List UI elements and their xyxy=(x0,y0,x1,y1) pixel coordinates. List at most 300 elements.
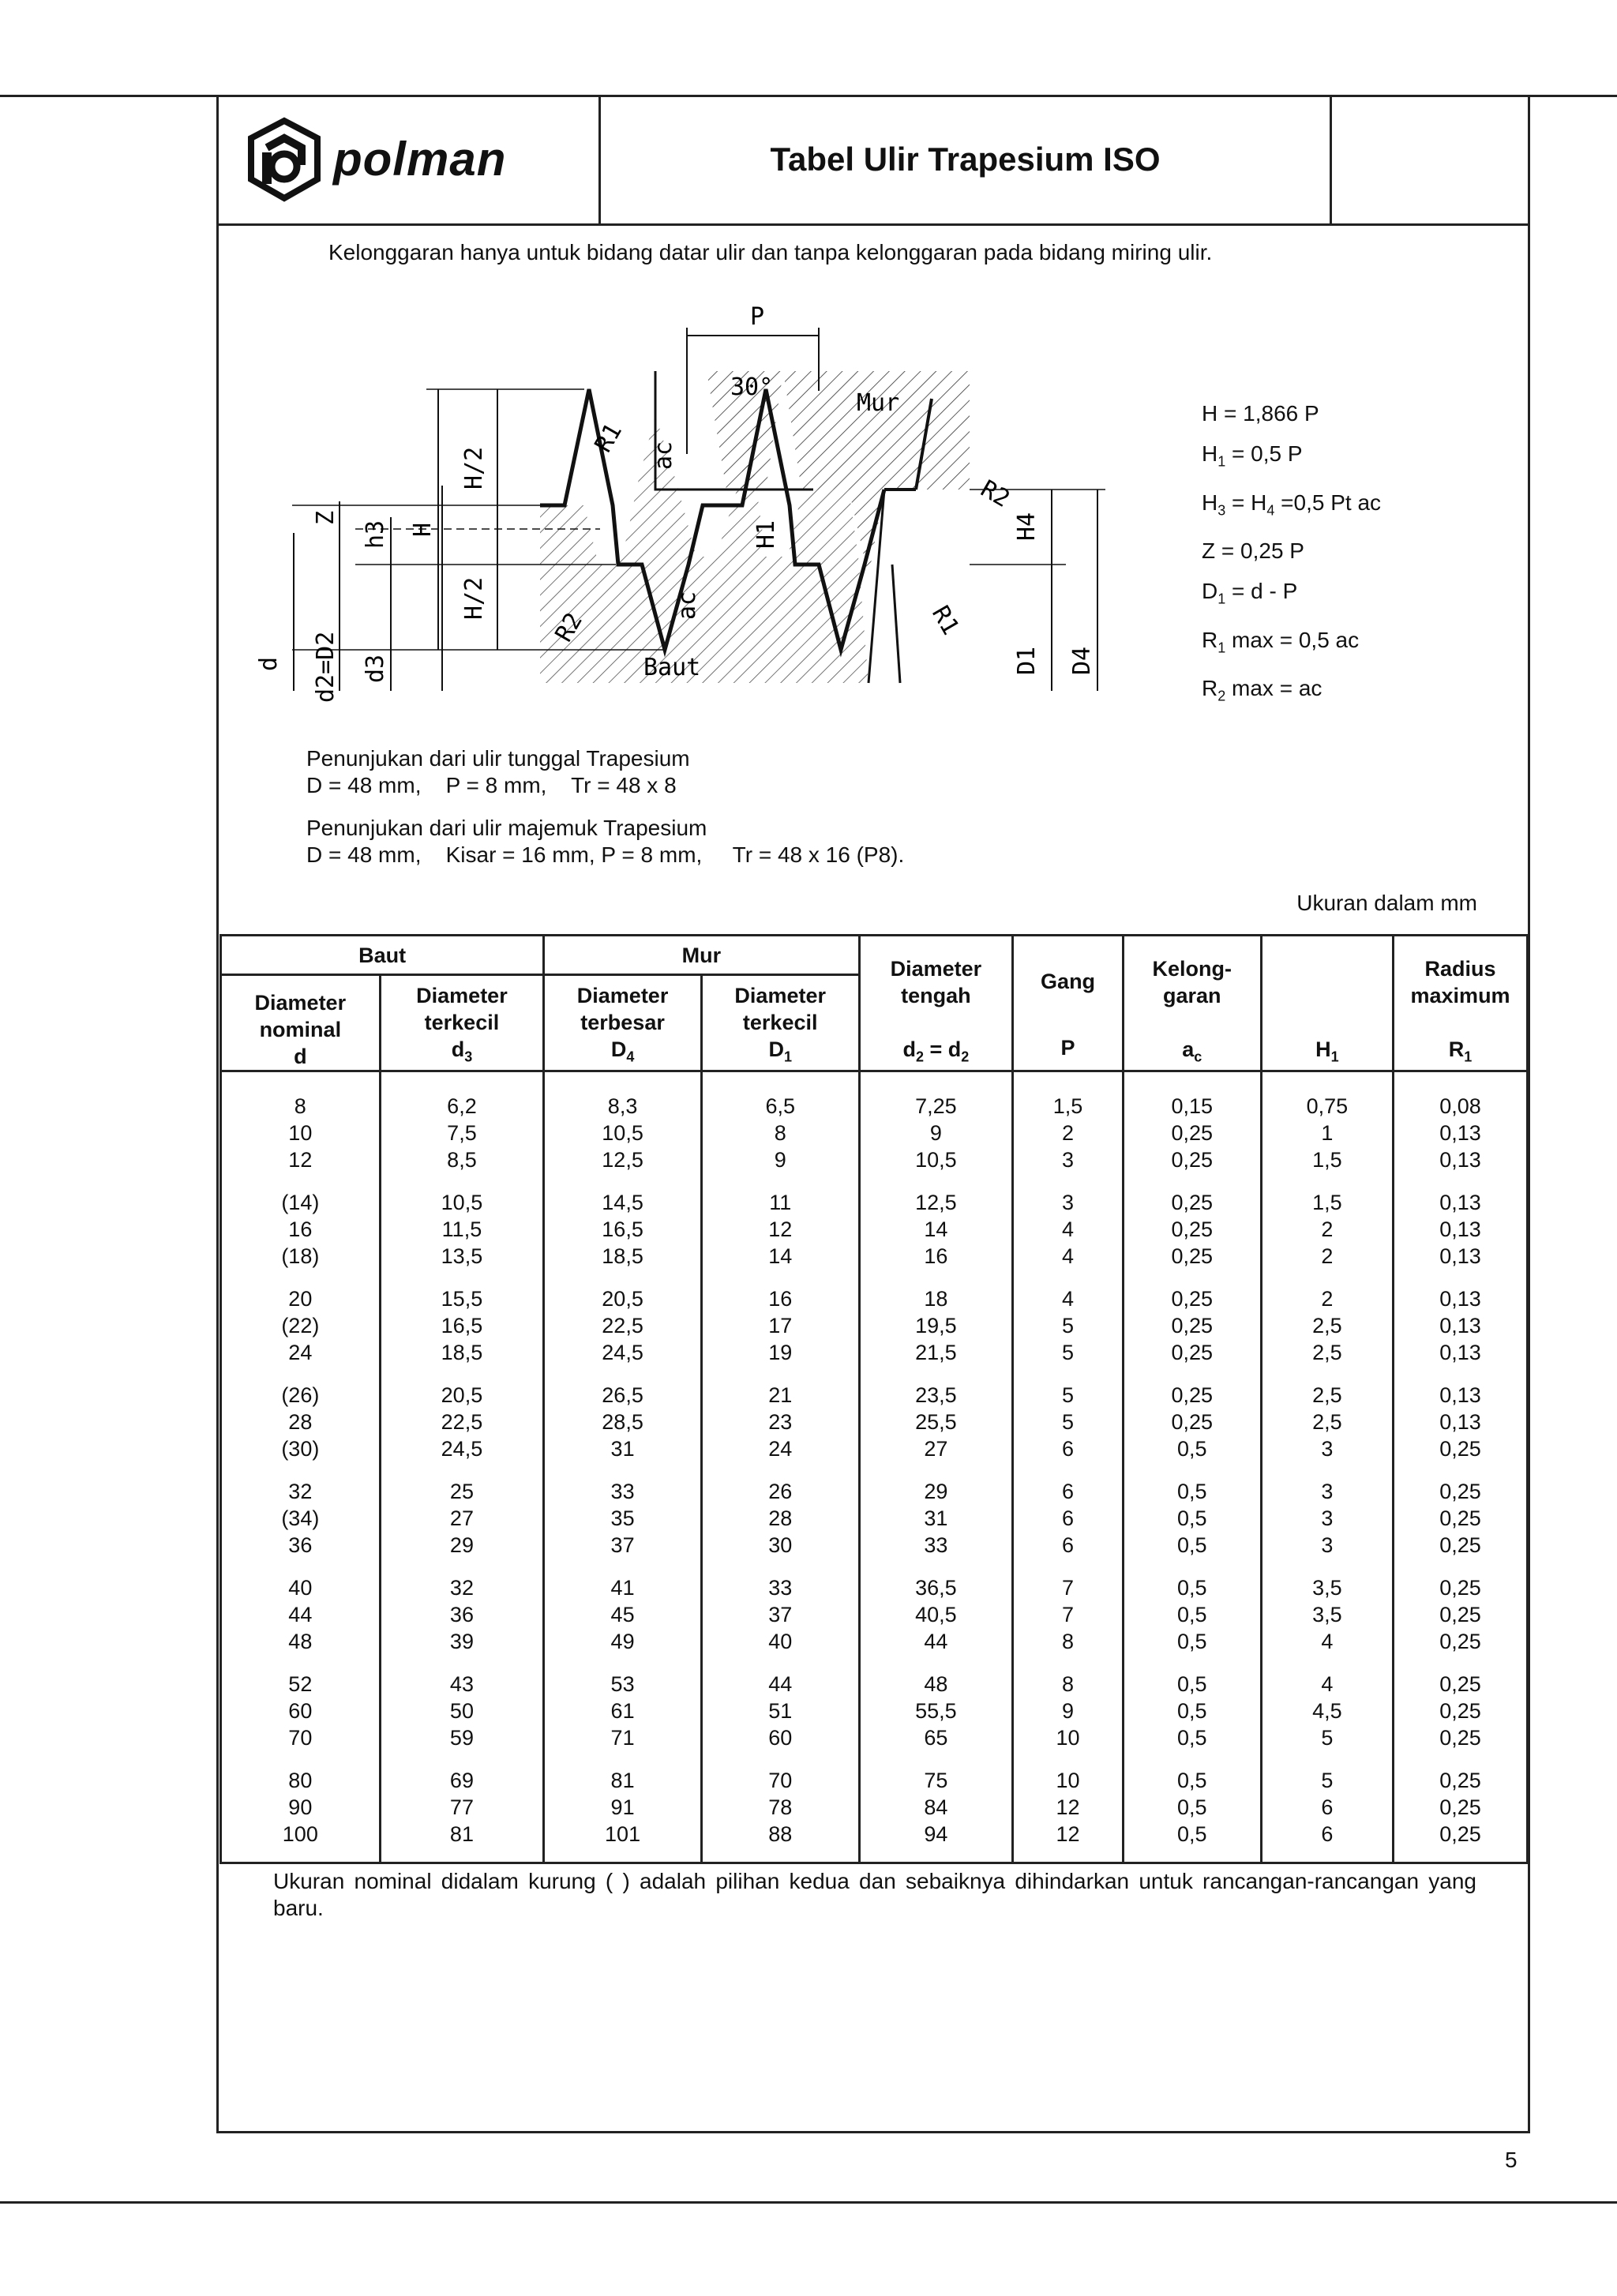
table-cell: 16,5 xyxy=(544,1216,702,1243)
table-cell: 22,5 xyxy=(380,1409,544,1435)
table-cell: 12 xyxy=(1013,1794,1124,1821)
table-cell: 9 xyxy=(1013,1698,1124,1724)
table-cell: 31 xyxy=(859,1505,1013,1532)
formula-H3: $H_3 = H_4 =0,5$ Pt ac xyxy=(1202,490,1382,519)
table-cell: 0,25 xyxy=(1123,1243,1261,1270)
table-cell: 1 xyxy=(1261,1120,1394,1146)
table-cell: 0,25 xyxy=(1394,1794,1528,1821)
table-row xyxy=(221,1698,1528,1724)
table-row xyxy=(221,1071,1528,1120)
table-row xyxy=(221,1724,1528,1751)
table-cell: 25 xyxy=(380,1462,544,1505)
table-cell: 12,5 xyxy=(544,1146,702,1173)
table-cell: 0,5 xyxy=(1123,1559,1261,1601)
table-cell: 0,5 xyxy=(1123,1505,1261,1532)
label-R1b: R1 xyxy=(926,601,965,640)
table-cell: 6 xyxy=(1261,1794,1394,1821)
table-cell: (34) xyxy=(221,1505,381,1532)
table-cell: 3 xyxy=(1261,1505,1394,1532)
label-R2b: R2 xyxy=(976,475,1015,513)
label-H1: H1 xyxy=(752,520,780,549)
table-cell: 2,5 xyxy=(1261,1339,1394,1366)
table-cell: 0,5 xyxy=(1123,1751,1261,1794)
group-mur: Mur xyxy=(544,936,859,975)
table-cell: 10,5 xyxy=(380,1173,544,1216)
formula-D1: $D_1 = d - P$ xyxy=(1202,579,1298,607)
table-cell: 4 xyxy=(1013,1270,1124,1312)
table-cell: 10 xyxy=(1013,1724,1124,1751)
table-row xyxy=(221,1409,1528,1435)
formula-R1: $R_1$ max = 0,5 ac xyxy=(1202,627,1360,656)
table-cell: 8,3 xyxy=(544,1071,702,1120)
table-cell: 0,5 xyxy=(1123,1532,1261,1559)
table-cell: 18 xyxy=(859,1270,1013,1312)
table-cell: 0,25 xyxy=(1123,1120,1261,1146)
table-cell: 23,5 xyxy=(859,1366,1013,1409)
table-cell: 48 xyxy=(221,1628,381,1655)
table-cell: 6,5 xyxy=(701,1071,859,1120)
label-ac1: ac xyxy=(650,441,677,470)
page-title: Tabel Ulir Trapesium ISO xyxy=(770,140,1161,178)
table-cell: 24 xyxy=(701,1435,859,1462)
table-cell: 36 xyxy=(380,1601,544,1628)
table-cell: 21,5 xyxy=(859,1339,1013,1366)
table-cell: 16,5 xyxy=(380,1312,544,1339)
table-row xyxy=(221,1794,1528,1821)
table-cell: 21 xyxy=(701,1366,859,1409)
table-cell: 2 xyxy=(1261,1216,1394,1243)
table-cell: (22) xyxy=(221,1312,381,1339)
table-cell: 3 xyxy=(1013,1173,1124,1216)
table-cell: 11 xyxy=(701,1173,859,1216)
table-cell: 9 xyxy=(701,1146,859,1173)
table-row xyxy=(221,1821,1528,1863)
table-cell: (30) xyxy=(221,1435,381,1462)
multi-value: D = 48 mm, Kisar = 16 mm, P = 8 mm, Tr = 48 x 16 (P8). xyxy=(306,842,905,867)
table-cell: 24,5 xyxy=(544,1339,702,1366)
label-R1a: R1 xyxy=(589,418,628,457)
table-cell: 5 xyxy=(1013,1366,1124,1409)
table-cell: 10,5 xyxy=(859,1146,1013,1173)
table-cell: 2 xyxy=(1261,1243,1394,1270)
table-cell: 48 xyxy=(859,1655,1013,1698)
table-cell: 0,25 xyxy=(1394,1505,1528,1532)
table-cell: 14 xyxy=(859,1216,1013,1243)
group-baut: Baut xyxy=(221,936,544,975)
table-cell: 29 xyxy=(380,1532,544,1559)
table-cell: 90 xyxy=(221,1794,381,1821)
table-cell: 3,5 xyxy=(1261,1601,1394,1628)
table-cell: 24,5 xyxy=(380,1435,544,1462)
table-cell: 26,5 xyxy=(544,1366,702,1409)
table-row xyxy=(221,1505,1528,1532)
table-cell: 3,5 xyxy=(1261,1559,1394,1601)
table-cell: 8 xyxy=(1013,1628,1124,1655)
table-cell: 2 xyxy=(1013,1120,1124,1146)
table-cell: 53 xyxy=(544,1655,702,1698)
table-cell: 0,25 xyxy=(1123,1173,1261,1216)
table-cell: 52 xyxy=(221,1655,381,1698)
label-z: Z xyxy=(312,510,340,525)
table-cell: 8 xyxy=(701,1120,859,1146)
table-body xyxy=(221,1071,1528,1863)
table-row xyxy=(221,1120,1528,1146)
label-d: d xyxy=(255,656,283,671)
table-row xyxy=(221,1146,1528,1173)
table-cell: 27 xyxy=(380,1505,544,1532)
table-cell: 0,25 xyxy=(1123,1339,1261,1366)
table-cell: 5 xyxy=(1013,1339,1124,1366)
table-cell: 59 xyxy=(380,1724,544,1751)
table-cell: 28,5 xyxy=(544,1409,702,1435)
table-cell: 7 xyxy=(1013,1601,1124,1628)
table-cell: 19 xyxy=(701,1339,859,1366)
table-cell: 55,5 xyxy=(859,1698,1013,1724)
units-note: Ukuran dalam mm xyxy=(1296,891,1477,915)
table-cell: 51 xyxy=(701,1698,859,1724)
table-cell: 14 xyxy=(701,1243,859,1270)
col-head-0: Diameter nominal d xyxy=(221,975,381,1071)
table-cell: 30 xyxy=(701,1532,859,1559)
formula-Z: Z = 0,25 P xyxy=(1202,538,1304,564)
logo-text: polman xyxy=(333,133,507,186)
thread-profile-diagram xyxy=(245,296,1121,707)
table-cell: 0,5 xyxy=(1123,1821,1261,1863)
table-cell: 0,13 xyxy=(1394,1366,1528,1409)
formula-H: H = 1,866 P xyxy=(1202,401,1319,426)
table-cell: 37 xyxy=(701,1601,859,1628)
table-cell: 12 xyxy=(221,1146,381,1173)
table-cell: 71 xyxy=(544,1724,702,1751)
table-cell: 32 xyxy=(221,1462,381,1505)
col-head-6: Kelong- garan $a_c$ xyxy=(1123,936,1261,1071)
table-cell: 6 xyxy=(1013,1505,1124,1532)
table-cell: 0,13 xyxy=(1394,1146,1528,1173)
table-cell: 4 xyxy=(1013,1216,1124,1243)
table-cell: 5 xyxy=(1261,1751,1394,1794)
table-cell: 0,13 xyxy=(1394,1173,1528,1216)
table-cell: 50 xyxy=(380,1698,544,1724)
table-cell: 40 xyxy=(701,1628,859,1655)
table-cell: 77 xyxy=(380,1794,544,1821)
col-head-5: Gang P xyxy=(1013,936,1124,1071)
title-cell xyxy=(601,95,1332,223)
table-row xyxy=(221,1601,1528,1628)
table-cell: 0,5 xyxy=(1123,1724,1261,1751)
table-cell: 0,25 xyxy=(1123,1409,1261,1435)
table-cell: 7,5 xyxy=(380,1120,544,1146)
table-cell: 0,13 xyxy=(1394,1339,1528,1366)
table-cell: 8 xyxy=(221,1071,381,1120)
table-cell: 0,25 xyxy=(1394,1435,1528,1462)
table-cell: 10 xyxy=(1013,1751,1124,1794)
table-row xyxy=(221,1216,1528,1243)
table-cell: 33 xyxy=(701,1559,859,1601)
table-cell: 9 xyxy=(859,1120,1013,1146)
table-cell: 5 xyxy=(1013,1409,1124,1435)
table-cell: 0,5 xyxy=(1123,1794,1261,1821)
formula-list xyxy=(1202,393,1381,717)
thread-table xyxy=(219,934,1529,1864)
table-cell: 35 xyxy=(544,1505,702,1532)
table-cell: 0,25 xyxy=(1394,1601,1528,1628)
table-cell: 33 xyxy=(859,1532,1013,1559)
table-cell: 0,13 xyxy=(1394,1312,1528,1339)
label-H2b: H/2 xyxy=(460,576,488,620)
label-d2: d2=D2 xyxy=(312,631,340,703)
logo-cell xyxy=(216,95,601,223)
table-cell: 2,5 xyxy=(1261,1409,1394,1435)
table-cell: 75 xyxy=(859,1751,1013,1794)
table-cell: 2,5 xyxy=(1261,1366,1394,1409)
multi-title: Penunjukan dari ulir majemuk Trapesium xyxy=(306,816,707,840)
table-cell: 36,5 xyxy=(859,1559,1013,1601)
table-cell: 6 xyxy=(1013,1462,1124,1505)
table-cell: 3 xyxy=(1261,1435,1394,1462)
table-cell: 80 xyxy=(221,1751,381,1794)
table-row xyxy=(221,1628,1528,1655)
label-P: P xyxy=(750,303,765,331)
table-cell: 0,25 xyxy=(1394,1698,1528,1724)
table-cell: 0,5 xyxy=(1123,1655,1261,1698)
clearance-note: Kelonggaran hanya untuk bidang datar ulir dan tanpa kelonggaran pada bidang miring ulir. xyxy=(328,240,1213,264)
table-row xyxy=(221,1173,1528,1216)
table-cell: 4 xyxy=(1013,1243,1124,1270)
table-cell: 0,13 xyxy=(1394,1243,1528,1270)
table-cell: 37 xyxy=(544,1532,702,1559)
single-title: Penunjukan dari ulir tunggal Trapesium xyxy=(306,746,690,771)
table-row xyxy=(221,1366,1528,1409)
footnote: Ukuran nominal didalam kurung ( ) adalah pilihan kedua dan sebaiknya dihindarkan untuk rancangan-rancangan yang baru. xyxy=(273,1869,1476,1920)
table-cell: 0,5 xyxy=(1123,1628,1261,1655)
label-30: 30° xyxy=(730,373,774,401)
table-cell: 1,5 xyxy=(1013,1071,1124,1120)
table-cell: 0,13 xyxy=(1394,1120,1528,1146)
table-cell: 31 xyxy=(544,1435,702,1462)
table-cell: 65 xyxy=(859,1724,1013,1751)
table-cell: 29 xyxy=(859,1462,1013,1505)
table-cell: 15,5 xyxy=(380,1270,544,1312)
table-cell: 8 xyxy=(1013,1655,1124,1698)
table-cell: 0,25 xyxy=(1394,1724,1528,1751)
col-head-2: Diameter terbesar $D_4$ xyxy=(544,975,702,1071)
label-R2a: R2 xyxy=(550,608,588,647)
table-row xyxy=(221,1655,1528,1698)
table-cell: 0,25 xyxy=(1123,1366,1261,1409)
table-cell: 28 xyxy=(701,1505,859,1532)
table-cell: 41 xyxy=(544,1559,702,1601)
table-cell: 45 xyxy=(544,1601,702,1628)
label-D1: D1 xyxy=(1013,646,1041,675)
table-row xyxy=(221,1559,1528,1601)
table-row xyxy=(221,1270,1528,1312)
table-cell: 13,5 xyxy=(380,1243,544,1270)
table-cell: 94 xyxy=(859,1821,1013,1863)
table-cell: 0,25 xyxy=(1123,1312,1261,1339)
designation-block xyxy=(306,745,904,869)
table-cell: 0,25 xyxy=(1394,1751,1528,1794)
bottom-rule xyxy=(0,2201,1617,2204)
table-row xyxy=(221,1339,1528,1366)
table-cell: 0,25 xyxy=(1394,1655,1528,1698)
table-cell: 12,5 xyxy=(859,1173,1013,1216)
table-cell: 0,25 xyxy=(1394,1628,1528,1655)
table-cell: 16 xyxy=(221,1216,381,1243)
table-cell: 44 xyxy=(701,1655,859,1698)
table-cell: 10 xyxy=(221,1120,381,1146)
table-cell: 0,13 xyxy=(1394,1216,1528,1243)
table-cell: 20 xyxy=(221,1270,381,1312)
table-row xyxy=(221,1462,1528,1505)
formula-R2: $R_2$ max = ac xyxy=(1202,676,1322,704)
table-cell: 1,5 xyxy=(1261,1173,1394,1216)
table-cell: 0,5 xyxy=(1123,1698,1261,1724)
table-cell: (18) xyxy=(221,1243,381,1270)
label-baut: Baut xyxy=(643,654,701,681)
table-cell: 7 xyxy=(1013,1559,1124,1601)
table-cell: 61 xyxy=(544,1698,702,1724)
table-cell: 10,5 xyxy=(544,1120,702,1146)
table-cell: 70 xyxy=(221,1724,381,1751)
table-cell: 44 xyxy=(859,1628,1013,1655)
table-cell: 0,25 xyxy=(1394,1559,1528,1601)
table-cell: 5 xyxy=(1013,1312,1124,1339)
table-cell: 23 xyxy=(701,1409,859,1435)
table-cell: 0,13 xyxy=(1394,1270,1528,1312)
label-H2a: H/2 xyxy=(460,446,488,490)
table-cell: 49 xyxy=(544,1628,702,1655)
table-cell: 100 xyxy=(221,1821,381,1863)
table-cell: 12 xyxy=(701,1216,859,1243)
label-mur: Mur xyxy=(857,389,900,417)
table-cell: 0,25 xyxy=(1394,1532,1528,1559)
table-cell: 101 xyxy=(544,1821,702,1863)
table-cell: 44 xyxy=(221,1601,381,1628)
col-head-4: Diameter tengah $d_2 = d_2$ xyxy=(859,936,1013,1071)
table-cell: 26 xyxy=(701,1462,859,1505)
table-cell: 11,5 xyxy=(380,1216,544,1243)
single-value: D = 48 mm, P = 8 mm, Tr = 48 x 8 xyxy=(306,773,677,797)
table-cell: 6 xyxy=(1261,1821,1394,1863)
label-h3: h3 xyxy=(362,520,389,549)
table-cell: 88 xyxy=(701,1821,859,1863)
table-cell: 60 xyxy=(701,1724,859,1751)
table-row xyxy=(221,1751,1528,1794)
table-row xyxy=(221,1243,1528,1270)
label-ac2: ac xyxy=(673,591,701,620)
label-D4: D4 xyxy=(1068,646,1096,675)
table-cell: 6 xyxy=(1013,1532,1124,1559)
table-cell: 2,5 xyxy=(1261,1312,1394,1339)
table-cell: 33 xyxy=(544,1462,702,1505)
table-cell: 8,5 xyxy=(380,1146,544,1173)
table-cell: 12 xyxy=(1013,1821,1124,1863)
table-row xyxy=(221,1312,1528,1339)
table-cell: 3 xyxy=(1261,1532,1394,1559)
col-head-8: Radius maximum $R_1$ xyxy=(1394,936,1528,1071)
table-cell: 43 xyxy=(380,1655,544,1698)
table-cell: 20,5 xyxy=(380,1366,544,1409)
table-cell: 0,25 xyxy=(1123,1146,1261,1173)
table-cell: 16 xyxy=(859,1243,1013,1270)
table-cell: 0,25 xyxy=(1123,1270,1261,1312)
table-cell: 84 xyxy=(859,1794,1013,1821)
table-cell: 25,5 xyxy=(859,1409,1013,1435)
table-cell: 27 xyxy=(859,1435,1013,1462)
table-cell: 18,5 xyxy=(380,1339,544,1366)
table-cell: 0,75 xyxy=(1261,1071,1394,1120)
table-cell: 6 xyxy=(1013,1435,1124,1462)
table-cell: 5 xyxy=(1261,1724,1394,1751)
table-cell: 0,25 xyxy=(1394,1462,1528,1505)
table-cell: 70 xyxy=(701,1751,859,1794)
table-cell: 4 xyxy=(1261,1628,1394,1655)
table-cell: 3 xyxy=(1013,1146,1124,1173)
table-cell: 19,5 xyxy=(859,1312,1013,1339)
table-cell: 24 xyxy=(221,1339,381,1366)
table-cell: 0,5 xyxy=(1123,1601,1261,1628)
table-cell: 0,08 xyxy=(1394,1071,1528,1120)
table-cell: 22,5 xyxy=(544,1312,702,1339)
table-cell: 7,25 xyxy=(859,1071,1013,1120)
table-cell: 4,5 xyxy=(1261,1698,1394,1724)
col-head-7: $H_1$ xyxy=(1261,936,1394,1071)
table-cell: 14,5 xyxy=(544,1173,702,1216)
label-d3: d3 xyxy=(362,654,389,683)
table-cell: 60 xyxy=(221,1698,381,1724)
table-cell: 40 xyxy=(221,1559,381,1601)
label-H4: H4 xyxy=(1013,512,1041,541)
table-cell: 0,13 xyxy=(1394,1409,1528,1435)
table-cell: 2 xyxy=(1261,1270,1394,1312)
table-cell: (26) xyxy=(221,1366,381,1409)
table-cell: (14) xyxy=(221,1173,381,1216)
table-cell: 20,5 xyxy=(544,1270,702,1312)
header xyxy=(216,95,1530,226)
table-cell: 69 xyxy=(380,1751,544,1794)
col-head-1: Diameter terkecil $d_3$ xyxy=(380,975,544,1071)
table-cell: 6,2 xyxy=(380,1071,544,1120)
table-cell: 16 xyxy=(701,1270,859,1312)
table-cell: 4 xyxy=(1261,1655,1394,1698)
table-cell: 81 xyxy=(380,1821,544,1863)
table-cell: 0,5 xyxy=(1123,1435,1261,1462)
table-cell: 0,15 xyxy=(1123,1071,1261,1120)
table-cell: 28 xyxy=(221,1409,381,1435)
table-row xyxy=(221,1532,1528,1559)
table-row xyxy=(221,1435,1528,1462)
table-cell: 40,5 xyxy=(859,1601,1013,1628)
label-H: H xyxy=(409,522,437,537)
col-head-3: Diameter terkecil $D_1$ xyxy=(701,975,859,1071)
polman-logo-icon xyxy=(246,116,322,203)
table-cell: 0,25 xyxy=(1394,1821,1528,1863)
table-cell: 17 xyxy=(701,1312,859,1339)
table-cell: 1,5 xyxy=(1261,1146,1394,1173)
table-cell: 36 xyxy=(221,1532,381,1559)
table-cell: 81 xyxy=(544,1751,702,1794)
table-cell: 91 xyxy=(544,1794,702,1821)
table-cell: 0,25 xyxy=(1123,1216,1261,1243)
table-cell: 18,5 xyxy=(544,1243,702,1270)
table-cell: 39 xyxy=(380,1628,544,1655)
table-cell: 0,5 xyxy=(1123,1462,1261,1505)
table-cell: 32 xyxy=(380,1559,544,1601)
formula-H1: $H_1 = 0,5$ P xyxy=(1202,441,1303,470)
table-cell: 78 xyxy=(701,1794,859,1821)
table-cell: 3 xyxy=(1261,1462,1394,1505)
page-number: 5 xyxy=(1505,2148,1518,2172)
